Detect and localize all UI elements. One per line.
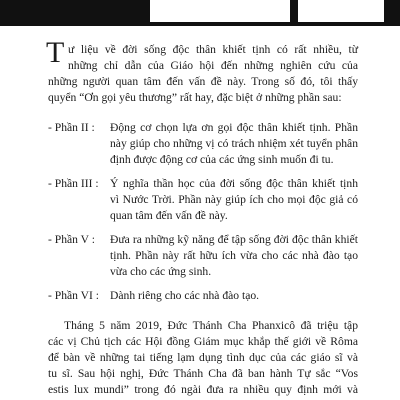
list-line: định được động cơ của các ứng sinh muốn đi tu. (110, 153, 334, 166)
list-label: - Phần V : (48, 233, 95, 246)
body-line: quyển “Ơn gọi yêu thương” rất hay, đặc biệt ở những phần sau: (48, 91, 342, 104)
body-line: estis lux mundi” trong đó ngài đưa ra nhiều quy định mới và (48, 383, 358, 396)
list-line: vì Nước Trời. Phần này giúp ích cho mọi độc giả có (110, 193, 358, 206)
list-label: - Phần VI : (48, 289, 99, 302)
list-line: quan tâm đến vấn đề này. (110, 209, 228, 222)
list-line: Động cơ chọn lựa ơn gọi độc thân khiết tịnh. Phần (110, 121, 358, 134)
body-line: ư liệu về đời sống độc thân khiết tịnh có rất nhiều, từ (68, 43, 358, 56)
list-label: - Phần II : (48, 121, 95, 134)
list-line: này giúp cho những vị có trách nhiệm xét tuyển phân (110, 137, 358, 150)
list-line: Dành riêng cho các nhà đào tạo. (110, 289, 260, 302)
body-line: Tháng 5 năm 2019, Đức Thánh Cha Phanxicô đã triệu tập (64, 319, 358, 332)
body-line: những chỉ dẫn của Giáo hội đến những nghiên cứu của (68, 59, 358, 72)
list-line: Đưa ra những kỹ năng để tập sống đời độc thân khiết (110, 233, 358, 246)
list-line: vừa cho các ứng sinh. (110, 265, 212, 278)
list-line: Ý nghĩa thần học của đời sống độc thân khiết tịnh (110, 177, 358, 190)
header-decoration (298, 0, 384, 22)
body-line: tu sĩ. Sau hội nghị, Đức Thánh Cha đã ban hành Tự sắc “Vos (48, 367, 358, 380)
body-line: để bàn về những tai tiếng lạm dụng tình dục của các giáo sĩ và (48, 351, 358, 364)
body-line: những người quan tâm đến vấn đề này. Trong số đó, tôi thấy (48, 75, 358, 88)
header-decoration (150, 0, 290, 22)
list-line: tịnh. Phần này rất hữu ích vừa cho các nhà đào tạo (110, 249, 358, 262)
body-line: các vị Chủ tịch các Hội đồng Giám mục khắp thế giới về Rôma (48, 335, 358, 348)
list-label: - Phần III : (48, 177, 99, 190)
page-header-bar (0, 0, 400, 26)
drop-cap: T (46, 36, 65, 69)
